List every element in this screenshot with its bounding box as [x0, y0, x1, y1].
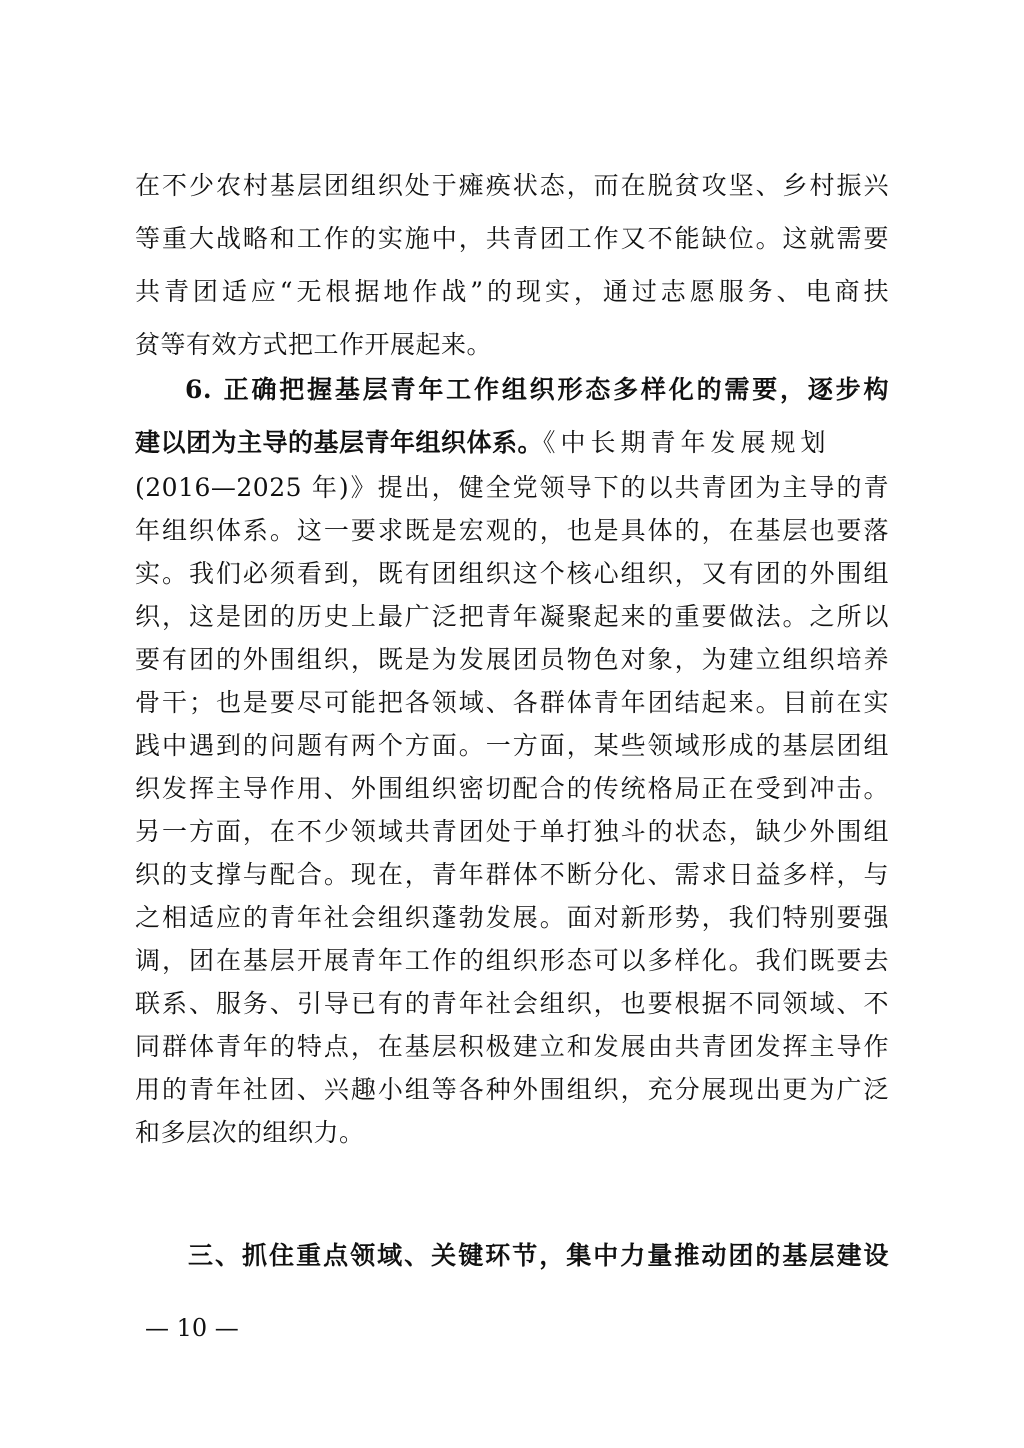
paragraph-1-line-2: 等重大战略和工作的实施中，共青团工作又不能缺位。这就需要 — [135, 224, 889, 253]
paragraph-1-line-4: 贫等有效方式把工作开展起来。 — [135, 330, 493, 359]
paragraph-2-line-5: 实。我们必须看到，既有团组织这个核心组织，又有团的外围组 — [135, 559, 889, 588]
paragraph-1-line-3: 共青团适应“无根据地作战”的现实，通过志愿服务、电商扶 — [135, 277, 889, 306]
paragraph-2-line-2-bold: 建以团为主导的基层青年组织体系。 — [135, 428, 544, 457]
paragraph-2-line-7: 要有团的外围组织，既是为发展团员物色对象，为建立组织培养 — [135, 645, 889, 674]
paragraph-2-line-11: 另一方面，在不少领域共青团处于单打独斗的状态，缺少外围组 — [135, 817, 889, 846]
section-heading: 三、抓住重点领域、关键环节，集中力量推动团的基层建设 — [188, 1241, 889, 1270]
paragraph-1-line-1: 在不少农村基层团组织处于瘫痪状态，而在脱贫攻坚、乡村振兴 — [135, 171, 889, 200]
paragraph-2-line-4: 年组织体系。这一要求既是宏观的，也是具体的，在基层也要落 — [135, 516, 889, 545]
paragraph-2-line-16: 同群体青年的特点，在基层积极建立和发展由共青团发挥主导作 — [135, 1032, 889, 1061]
paragraph-2-line-15: 联系、服务、引导已有的青年社会组织，也要根据不同领域、不 — [135, 989, 889, 1018]
paragraph-2-line-2-rest: 《中长期青年发展规划 — [543, 428, 831, 457]
paragraph-2-line-10: 织发挥主导作用、外围组织密切配合的传统格局正在受到冲击。 — [135, 774, 889, 803]
paragraph-2-line-12: 织的支撑与配合。现在，青年群体不断分化、需求日益多样，与 — [135, 860, 889, 889]
paragraph-2-line-14: 调，团在基层开展青年工作的组织形态可以多样化。我们既要去 — [135, 946, 889, 975]
paragraph-2-line-6: 织，这是团的历史上最广泛把青年凝聚起来的重要做法。之所以 — [135, 602, 889, 631]
paragraph-2-line-18: 和多层次的组织力。 — [135, 1118, 365, 1147]
paragraph-2-line-1: 6. 正确把握基层青年工作组织形态多样化的需要，逐步构 — [185, 375, 889, 404]
paragraph-2-line-3: (2016—2025 年)》提出，健全党领导下的以共青团为主导的青 — [135, 473, 889, 502]
paragraph-2-line-13: 之相适应的青年社会组织蓬勃发展。面对新形势，我们特别要强 — [135, 903, 889, 932]
paragraph-2-line-2 — [135, 419, 889, 467]
paragraph-2-line-17: 用的青年社团、兴趣小组等各种外围组织，充分展现出更为广泛 — [135, 1075, 889, 1104]
paragraph-2-line-8: 骨干；也是要尽可能把各领域、各群体青年团结起来。目前在实 — [135, 688, 889, 717]
page-number: — 10 — — [145, 1314, 239, 1342]
paragraph-2-line-9: 践中遇到的问题有两个方面。一方面，某些领域形成的基层团组 — [135, 731, 889, 760]
